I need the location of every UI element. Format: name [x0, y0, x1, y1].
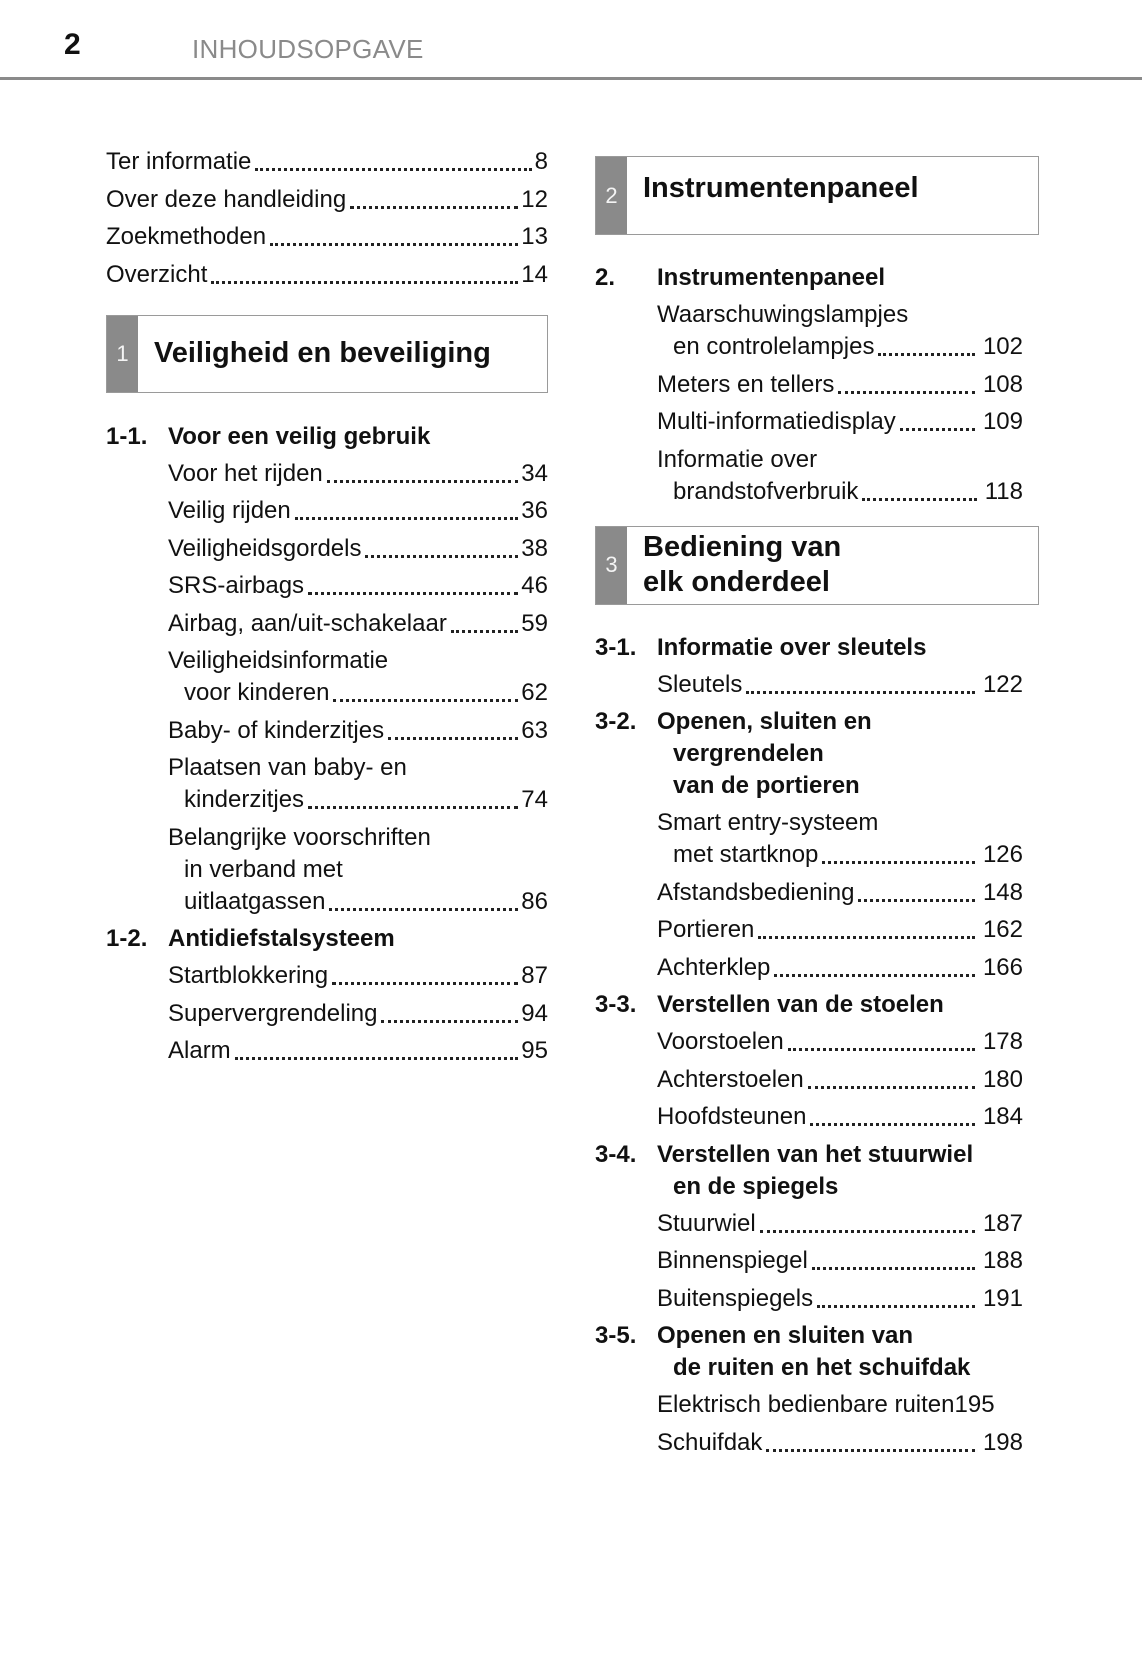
section-number: 3-4.: [595, 1140, 637, 1168]
toc-entry[interactable]: [168, 1035, 548, 1067]
dot-leader: [760, 1230, 975, 1233]
toc-entry[interactable]: [168, 570, 548, 602]
toc-entry-page: 126: [982, 841, 1023, 868]
toc-entry-page: 46: [521, 572, 548, 599]
section-number: 3-5.: [595, 1322, 637, 1349]
toc-entry-title: Belangrijke voorschriften: [168, 823, 431, 851]
toc-entry-title: Hoofdsteunen: [657, 1103, 807, 1130]
section-title-line: van de portieren: [673, 772, 860, 799]
section-number: 3-3.: [595, 991, 637, 1018]
dot-leader: [270, 243, 518, 246]
toc-entry-page: 8: [534, 148, 548, 175]
dot-leader: [308, 806, 518, 809]
section-title: Verstellen van de stoelen: [657, 991, 944, 1018]
toc-entry[interactable]: [168, 645, 548, 709]
toc-entry-title: Elektrisch bedienbare ruiten: [657, 1391, 955, 1418]
section-heading-3-3[interactable]: [595, 989, 1039, 1021]
toc-entry-page: 195: [954, 1391, 995, 1418]
page-title: INHOUDSOPGAVE: [192, 34, 424, 64]
toc-entry-title: Binnenspiegel: [657, 1247, 808, 1274]
toc-entry[interactable]: [168, 533, 548, 565]
toc-entry-title: Voor het rijden: [168, 459, 323, 487]
toc-entry-page: 108: [982, 370, 1023, 398]
toc-entry-page: 34: [521, 459, 548, 487]
chapter-2-box[interactable]: [595, 156, 1039, 235]
toc-entry-title: Achterklep: [657, 953, 771, 981]
toc-entry-page: 14: [521, 260, 548, 288]
dot-leader: [388, 737, 518, 740]
dot-leader: [365, 555, 518, 558]
toc-entry-title: Informatie over: [657, 445, 818, 473]
dot-leader: [788, 1048, 975, 1051]
toc-entry[interactable]: [657, 1064, 1023, 1096]
toc-entry-title: Buitenspiegels: [657, 1284, 814, 1312]
toc-entry[interactable]: [168, 960, 548, 992]
dot-leader: [817, 1305, 975, 1308]
toc-entry[interactable]: [106, 184, 548, 216]
section-heading-3-1[interactable]: [595, 632, 1039, 664]
section-number: 2.: [595, 264, 616, 291]
toc-entry[interactable]: [657, 807, 1023, 871]
dot-leader: [451, 630, 518, 633]
toc-entry[interactable]: [657, 1208, 1023, 1240]
dot-leader: [812, 1267, 975, 1270]
toc-entry-title-cont: kinderzitjes: [184, 786, 305, 813]
section-title-line: en de spiegels: [673, 1172, 839, 1200]
toc-entry-title-cont: in verband met: [184, 855, 343, 883]
toc-entry-page: 94: [521, 999, 548, 1027]
toc-entry[interactable]: [657, 1283, 1023, 1315]
section-title: Instrumentenpaneel: [657, 264, 886, 291]
dot-leader: [332, 982, 518, 985]
dot-leader: [295, 517, 519, 520]
toc-entry-title: Voorstoelen: [657, 1028, 784, 1055]
toc-entry[interactable]: [106, 221, 548, 253]
chapter-title-line: Bediening van: [643, 531, 842, 563]
toc-entry-title-cont: met startknop: [673, 841, 819, 868]
section-title-line: Openen en sluiten van: [657, 1322, 914, 1349]
header-divider: [0, 77, 1142, 80]
toc-entry-title: Overzicht: [106, 260, 208, 288]
toc-entry-title: Waarschuwingslampjes: [657, 301, 909, 328]
chapter-1-box[interactable]: [106, 315, 548, 393]
toc-entry-title: Portieren: [657, 916, 755, 943]
toc-entry-page: 178: [982, 1028, 1023, 1055]
toc-entry[interactable]: [657, 877, 1023, 909]
toc-entry[interactable]: [168, 752, 548, 816]
section-title: [657, 1139, 1039, 1203]
section-heading-3-4[interactable]: [595, 1139, 1039, 1203]
toc-entry-page: 86: [521, 887, 548, 915]
chapter-title-text: Instrumentenpaneel: [643, 172, 919, 204]
toc-entry-title: Veiligheidsinformatie: [168, 647, 389, 674]
toc-entry-title: Stuurwiel: [657, 1209, 756, 1237]
section-title: Informatie over sleutels: [657, 633, 927, 661]
toc-entry-title: Plaatsen van baby- en: [168, 754, 407, 781]
toc-entry[interactable]: [168, 822, 548, 918]
toc-entry-title: SRS-airbags: [168, 572, 305, 599]
toc-entry[interactable]: [168, 998, 548, 1030]
toc-entry[interactable]: [657, 444, 1023, 508]
toc-entry-page: 102: [982, 333, 1023, 360]
toc-entry-page: 162: [982, 916, 1023, 943]
section-title: Voor een veilig gebruik: [168, 422, 431, 450]
dot-leader: [900, 428, 975, 431]
toc-entry-page: 12: [521, 185, 548, 213]
toc-entry-title: Meters en tellers: [657, 370, 835, 398]
dot-leader: [862, 498, 976, 501]
chapter-title: [627, 527, 1038, 604]
dot-leader: [878, 353, 975, 356]
section-heading-1-1[interactable]: [106, 421, 548, 453]
toc-entry-page: 109: [982, 408, 1023, 435]
page-header: [0, 0, 1142, 82]
toc-entry[interactable]: [657, 1026, 1023, 1058]
toc-entry-page: 62: [521, 679, 548, 706]
dot-leader: [822, 861, 975, 864]
toc-right-column: [595, 156, 1039, 1464]
section-title-line: de ruiten en het schuifdak: [673, 1354, 971, 1381]
toc-entry-page: 187: [982, 1209, 1023, 1237]
section-title-line: Verstellen van het stuurwiel: [657, 1140, 974, 1168]
section-title-line: Openen, sluiten en: [657, 708, 872, 735]
toc-entry-page: 180: [982, 1065, 1023, 1093]
toc-entry-title: Schuifdak: [657, 1428, 763, 1456]
dot-leader: [255, 168, 531, 171]
toc-entry[interactable]: [657, 669, 1023, 701]
toc-entry[interactable]: [657, 1245, 1023, 1277]
toc-entry-title: Veiligheidsgordels: [168, 534, 362, 562]
toc-entry-page: 188: [982, 1247, 1023, 1274]
toc-left-column: [106, 146, 548, 1073]
dot-leader: [758, 936, 975, 939]
dot-leader: [808, 1086, 975, 1089]
page-number: 2: [64, 28, 81, 61]
section-title: [657, 706, 1039, 802]
section-number: 1-2.: [106, 925, 148, 952]
toc-entry[interactable]: [657, 914, 1023, 946]
section-number: 3-2.: [595, 708, 637, 735]
toc-entry[interactable]: [168, 495, 548, 527]
section-heading-3-2[interactable]: [595, 706, 1039, 802]
toc-entry[interactable]: [657, 1427, 1023, 1459]
toc-entry-page: 191: [982, 1284, 1023, 1312]
toc-entry-title: Over deze handleiding: [106, 185, 347, 213]
toc-entry[interactable]: [106, 259, 548, 291]
toc-entry[interactable]: [657, 406, 1023, 438]
chapter-number: 3: [596, 527, 627, 604]
dot-leader: [333, 699, 518, 702]
toc-entry-title: Zoekmethoden: [106, 223, 267, 250]
toc-entry-title: Afstandsbediening: [657, 878, 855, 906]
chapter-3-box[interactable]: [595, 526, 1039, 605]
section-number: 3-1.: [595, 633, 637, 661]
toc-entry-page: 63: [521, 716, 548, 744]
dot-leader: [381, 1020, 518, 1023]
toc-entry-page: 118: [984, 477, 1023, 505]
toc-entry-page: 36: [521, 497, 548, 524]
toc-entry-page: 166: [982, 953, 1023, 981]
section-title: [657, 1320, 1039, 1384]
toc-entry-title: Supervergrendeling: [168, 999, 378, 1027]
toc-entry-title-cont: en controlelampjes: [673, 333, 875, 360]
toc-entry-title-cont: brandstofverbruik: [673, 477, 859, 505]
dot-leader: [329, 908, 518, 911]
toc-entry-page: 95: [521, 1037, 548, 1064]
chapter-number: 1: [107, 316, 138, 392]
toc-entry[interactable]: [657, 1101, 1023, 1133]
section-heading-1-2[interactable]: [106, 923, 548, 955]
toc-entry-page: 38: [521, 534, 548, 562]
dot-leader: [810, 1123, 975, 1126]
dot-leader: [838, 391, 975, 394]
dot-leader: [774, 974, 975, 977]
section-heading-3-5[interactable]: [595, 1320, 1039, 1384]
chapter-title-text: Veiligheid en beveiliging: [154, 337, 491, 369]
dot-leader: [746, 691, 975, 694]
dot-leader: [211, 281, 518, 284]
chapter-title-line: elk onderdeel: [643, 566, 830, 598]
toc-entry-title: Baby- of kinderzitjes: [168, 716, 385, 744]
section-heading-2[interactable]: [595, 262, 1039, 294]
chapter-title: [627, 157, 1038, 234]
dot-leader: [766, 1449, 975, 1452]
toc-entry[interactable]: [657, 1389, 1023, 1421]
toc-entry-page: 198: [982, 1428, 1023, 1456]
dot-leader: [235, 1057, 519, 1060]
chapter-title: [138, 316, 547, 392]
toc-entry-title: Startblokkering: [168, 962, 329, 989]
chapter-number: 2: [596, 157, 627, 234]
toc-entry-page: 74: [521, 786, 548, 813]
toc-entry-title: Smart entry-systeem: [657, 809, 879, 836]
toc-entry-page: 184: [982, 1103, 1023, 1130]
toc-entry[interactable]: [168, 458, 548, 490]
toc-entry-title: Alarm: [168, 1037, 231, 1064]
toc-entry-page: 87: [521, 962, 548, 989]
toc-entry-page: 59: [521, 609, 548, 637]
toc-entry-page: 122: [982, 670, 1023, 698]
toc-entry[interactable]: [106, 146, 548, 178]
toc-entry-title: Multi-informatiedisplay: [657, 408, 896, 435]
section-number: 1-1.: [106, 422, 148, 450]
toc-entry[interactable]: [657, 952, 1023, 984]
toc-entry[interactable]: [657, 369, 1023, 401]
toc-entry-title: Veilig rijden: [168, 497, 291, 524]
toc-entry-page: 148: [982, 878, 1023, 906]
toc-entry[interactable]: [657, 299, 1023, 363]
toc-entry-title: Airbag, aan/uit-schakelaar: [168, 609, 447, 637]
section-title-line: vergrendelen: [673, 740, 824, 767]
toc-entry-title: Ter informatie: [106, 148, 252, 175]
dot-leader: [308, 592, 518, 595]
toc-entry-title: Achterstoelen: [657, 1065, 804, 1093]
toc-entry-title-cont: voor kinderen: [184, 679, 330, 706]
dot-leader: [858, 899, 974, 902]
toc-entry-title-cont: uitlaatgassen: [184, 887, 326, 915]
toc-entry[interactable]: [168, 715, 548, 747]
dot-leader: [327, 480, 519, 483]
section-title: Antidiefstalsysteem: [168, 925, 395, 952]
toc-entry-page: 13: [521, 223, 548, 250]
dot-leader: [350, 206, 518, 209]
toc-entry[interactable]: [168, 608, 548, 640]
toc-entry-title: Sleutels: [657, 670, 743, 698]
